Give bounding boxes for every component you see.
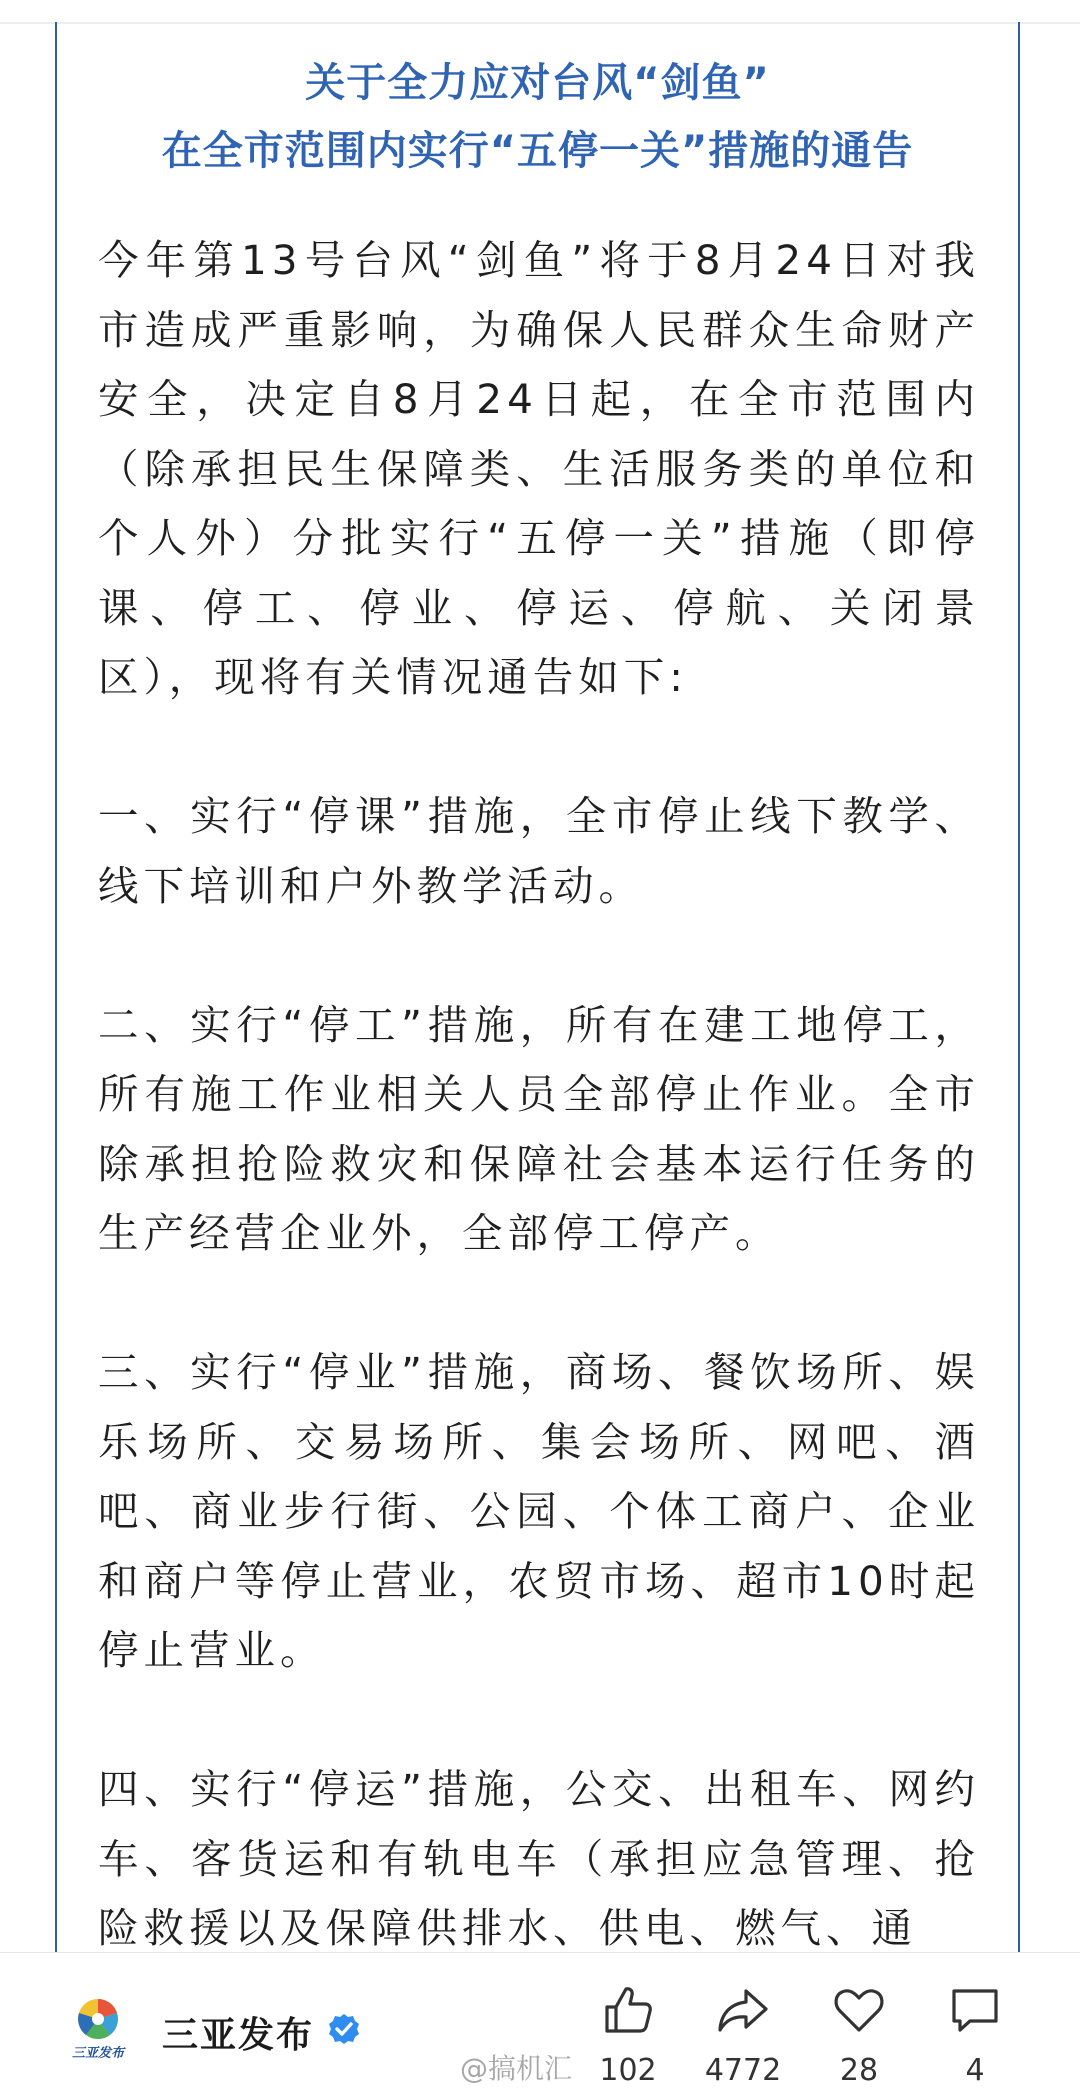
article-title-line-1: 关于全力应对台风“剑鱼” xyxy=(305,60,770,106)
article-paragraph: 四、实行“停运”措施，公交、出租车、网约车、客货运和有轨电车（承担应急管理、抢险救援以及保障供排水、供电、燃气、通 xyxy=(98,1765,980,1952)
article-paragraph: 三、实行“停业”措施，商场、餐饮场所、娱乐场所、交易场所、集会场所、网吧、酒吧、商业步行街、公园、个体工商户、企业和商户等停止营业，农贸市场、超市10时起停止营业。 xyxy=(98,1348,980,1674)
like-button[interactable] xyxy=(573,1983,683,2093)
thumbs-up-icon xyxy=(601,1983,655,2037)
post-action-bar xyxy=(0,1952,1080,2098)
article-paragraph: 一、实行“停课”措施，全市停止线下教学、线下培训和户外教学活动。 xyxy=(98,792,980,910)
favorite-count: 28 xyxy=(839,2053,879,2088)
share-button[interactable] xyxy=(688,1983,798,2093)
comment-button[interactable] xyxy=(920,1983,1030,2093)
favorite-button[interactable] xyxy=(804,1983,914,2093)
watermark: @搞机汇 xyxy=(460,2052,573,2085)
article-body xyxy=(98,226,980,2033)
article-title-line-2: 在全市范围内实行“五停一关”措施的通告 xyxy=(161,128,914,174)
share-count: 4772 xyxy=(704,2053,782,2088)
account-name[interactable]: 三亚发布 xyxy=(162,2015,315,2056)
share-icon xyxy=(716,1983,770,2037)
comment-icon xyxy=(948,1983,1002,2037)
article-paragraph: 今年第13号台风“剑鱼”将于8月24日对我市造成严重影响，为确保人民群众生命财产安全，决定自8月24日起，在全市范围内（除承担民生保障类、生活服务类的单位和个人外）分批实行“五停一关”措施（即停课、停工、停业、停运、停航、关闭景区），现将有关情况通告如下: xyxy=(98,236,980,701)
article-paragraph: 二、实行“停工”措施，所有在建工地停工，所有施工作业相关人员全部停止作业。全市除承担抢险救灾和保障社会基本运行任务的生产经营企业外，全部停工停产。 xyxy=(98,1000,980,1257)
sanya-publish-logo-icon[interactable] xyxy=(66,1993,130,2073)
verified-badge-icon xyxy=(328,2013,360,2045)
like-count: 102 xyxy=(599,2053,657,2088)
comment-count: 4 xyxy=(965,2053,985,2088)
svg-text:三亚发布: 三亚发布 xyxy=(71,2046,125,2061)
heart-icon xyxy=(832,1983,886,2037)
